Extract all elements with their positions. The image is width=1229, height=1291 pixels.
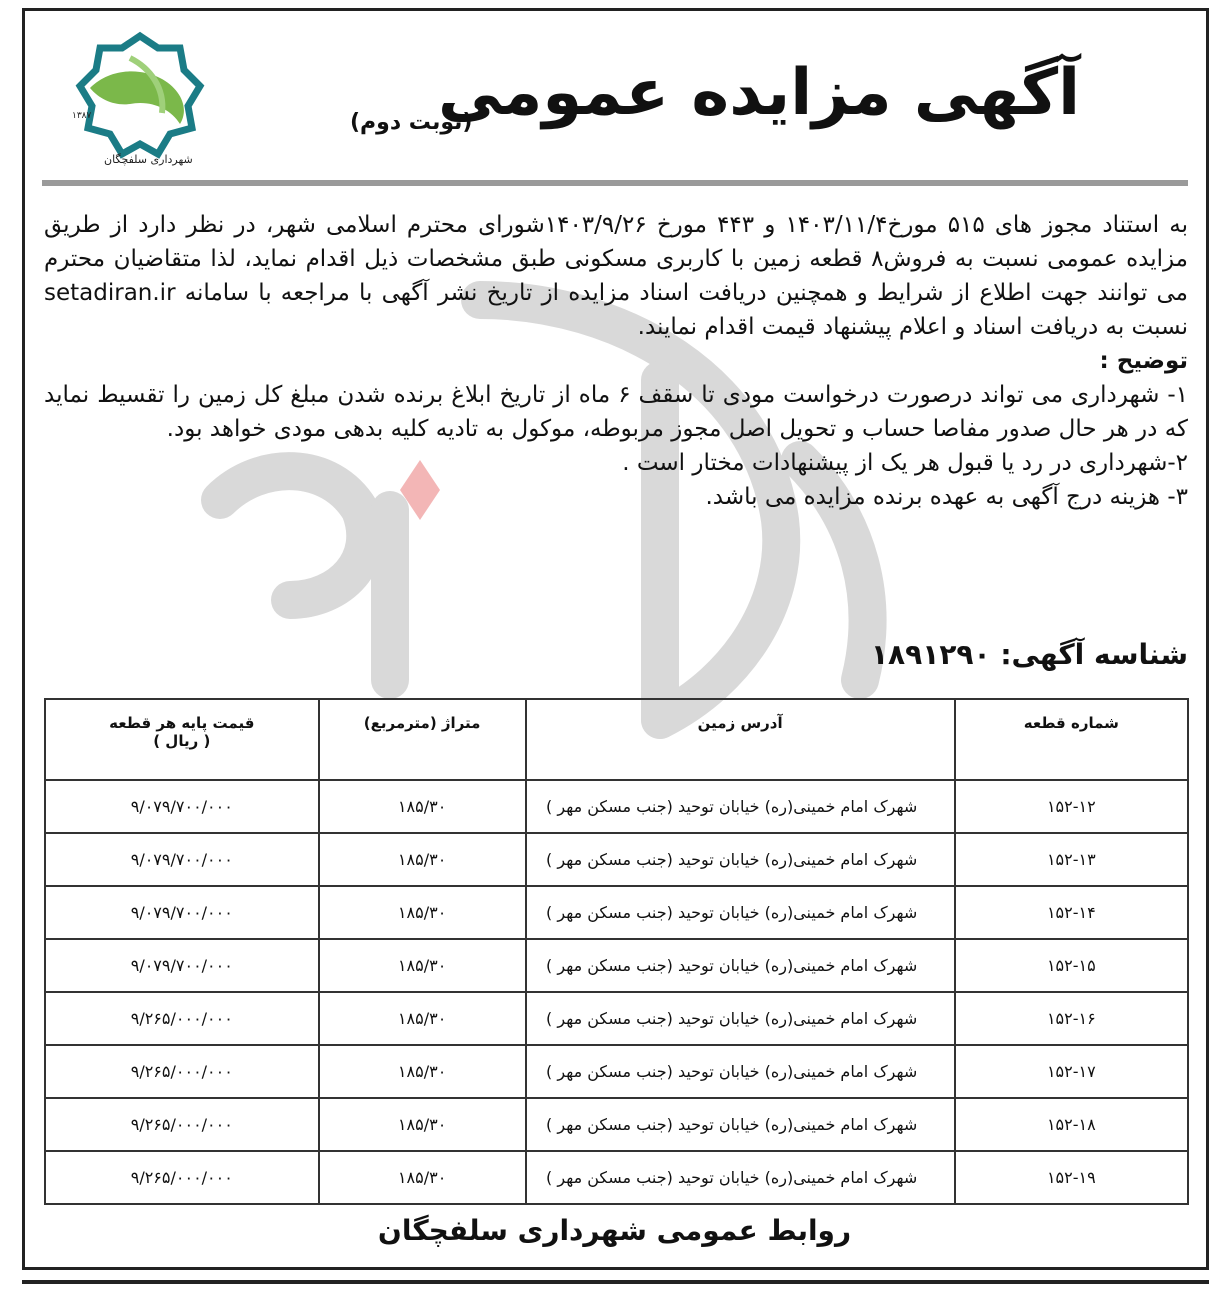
municipality-logo-icon (70, 28, 210, 168)
cell-price: ۹/۲۶۵/۰۰۰/۰۰۰ (45, 1151, 319, 1204)
cell-address: شهرک امام خمینی(ره) خیابان توحید (جنب مسکن مهر ) (526, 992, 955, 1045)
intro-paragraph: به استناد مجوز های ۵۱۵ مورخ۱۴۰۳/۱۱/۴ و ۴۴۳ مورخ ۱۴۰۳/۹/۲۶شورای محترم اسلامی شهر، در نظر دارد از طریق مزایده عمومی نسبت به فروش۸ قطعه زمین با کاربری مسکونی طبق مشخصات ذیل اقدام نماید، لذا متقاضیان محترم می توانند جهت اطلاع از شرایط و همچنین دریافت اسناد مزایده از تاریخ نشر آگهی با مراجعه با سامانه setadiran.ir نسبت به دریافت اسناد و اعلام پیشنهاد قیمت اقدام نمایند. (44, 212, 1189, 340)
footer-signature: روابط عمومی شهرداری سلفچگان (377, 1214, 852, 1247)
cell-lot: ۱۵۲-۱۵ (955, 939, 1188, 992)
cell-area: ۱۸۵/۳۰ (319, 992, 526, 1045)
cell-price: ۹/۰۷۹/۷۰۰/۰۰۰ (45, 886, 319, 939)
header-lot: شماره قطعه (955, 699, 1188, 780)
cell-price: ۹/۲۶۵/۰۰۰/۰۰۰ (45, 1045, 319, 1098)
header-address: آدرس زمین (526, 699, 955, 780)
table-row (45, 939, 1188, 992)
cell-area: ۱۸۵/۳۰ (319, 1151, 526, 1204)
header-price-line2: ( ریال ) (153, 732, 211, 750)
cell-address: شهرک امام خمینی(ره) خیابان توحید (جنب مسکن مهر ) (526, 1098, 955, 1151)
cell-area: ۱۸۵/۳۰ (319, 780, 526, 833)
cell-lot: ۱۵۲-۱۴ (955, 886, 1188, 939)
note-item: ۳- هزینه درج آگهی به عهده برنده مزایده می باشد. (705, 484, 1188, 510)
cell-lot: ۱۵۲-۱۶ (955, 992, 1188, 1045)
cell-area: ۱۸۵/۳۰ (319, 833, 526, 886)
cell-price: ۹/۲۶۵/۰۰۰/۰۰۰ (45, 1098, 319, 1151)
note-item: ۲-شهرداری در رد یا قبول هر یک از پیشنهادات مختار است . (622, 450, 1188, 476)
header-price-line1: قیمت پایه هر قطعه (109, 714, 255, 732)
cell-lot: ۱۵۲-۱۷ (955, 1045, 1188, 1098)
ad-id-value: ۱۸۹۱۲۹۰ (870, 638, 991, 671)
cell-address: شهرک امام خمینی(ره) خیابان توحید (جنب مسکن مهر ) (526, 939, 955, 992)
cell-lot: ۱۵۲-۱۸ (955, 1098, 1188, 1151)
cell-address: شهرک امام خمینی(ره) خیابان توحید (جنب مسکن مهر ) (526, 833, 955, 886)
table-row (45, 992, 1188, 1045)
cell-address: شهرک امام خمینی(ره) خیابان توحید (جنب مسکن مهر ) (526, 1045, 955, 1098)
cell-lot: ۱۵۲-۱۹ (955, 1151, 1188, 1204)
logo-text: شهرداری سلفچگان (104, 153, 193, 166)
header-area: متراژ (مترمربع) (319, 699, 526, 780)
cell-price: ۹/۰۷۹/۷۰۰/۰۰۰ (45, 780, 319, 833)
table-header-row (45, 699, 1188, 780)
ad-body (44, 208, 1188, 514)
cell-price: ۹/۰۷۹/۷۰۰/۰۰۰ (45, 939, 319, 992)
cell-area: ۱۸۵/۳۰ (319, 886, 526, 939)
header-divider (42, 180, 1188, 186)
cell-area: ۱۸۵/۳۰ (319, 1098, 526, 1151)
table-row (45, 1151, 1188, 1204)
cell-area: ۱۸۵/۳۰ (319, 939, 526, 992)
lots-table (44, 698, 1189, 1205)
logo-year: ۱۳۸۷ (72, 111, 92, 121)
header (40, 18, 1190, 168)
cell-price: ۹/۰۷۹/۷۰۰/۰۰۰ (45, 833, 319, 886)
table-row (45, 886, 1188, 939)
cell-lot: ۱۵۲-۱۳ (955, 833, 1188, 886)
table-row (45, 833, 1188, 886)
note-item: ۱- شهرداری می تواند درصورت درخواست مودی تا سقف ۶ ماه از تاریخ ابلاغ برنده شدن مبلغ کل زمین را تقسیط نماید که در هر حال صدور مفاصا حساب و تحویل اصل مجوز مربوطه، موکول به تادیه کلیه بدهی مودی خواهد بود. (44, 382, 1189, 442)
cell-address: شهرک امام خمینی(ره) خیابان توحید (جنب مسکن مهر ) (526, 780, 955, 833)
table-row (45, 780, 1188, 833)
header-price (45, 699, 319, 780)
table-row (45, 1045, 1188, 1098)
cell-price: ۹/۲۶۵/۰۰۰/۰۰۰ (45, 992, 319, 1045)
ad-id (871, 638, 1188, 671)
cell-address: شهرک امام خمینی(ره) خیابان توحید (جنب مسکن مهر ) (526, 886, 955, 939)
notes-heading: توضیح : (1099, 348, 1188, 374)
bottom-divider (22, 1280, 1209, 1284)
page-subtitle: (نوبت دوم) (350, 110, 473, 135)
cell-lot: ۱۵۲-۱۲ (955, 780, 1188, 833)
page-title: آگهی مزایده عمومی (438, 56, 1080, 130)
cell-area: ۱۸۵/۳۰ (319, 1045, 526, 1098)
cell-address: شهرک امام خمینی(ره) خیابان توحید (جنب مسکن مهر ) (526, 1151, 955, 1204)
table-row (45, 1098, 1188, 1151)
ad-id-label: شناسه آگهی: (1000, 638, 1188, 671)
